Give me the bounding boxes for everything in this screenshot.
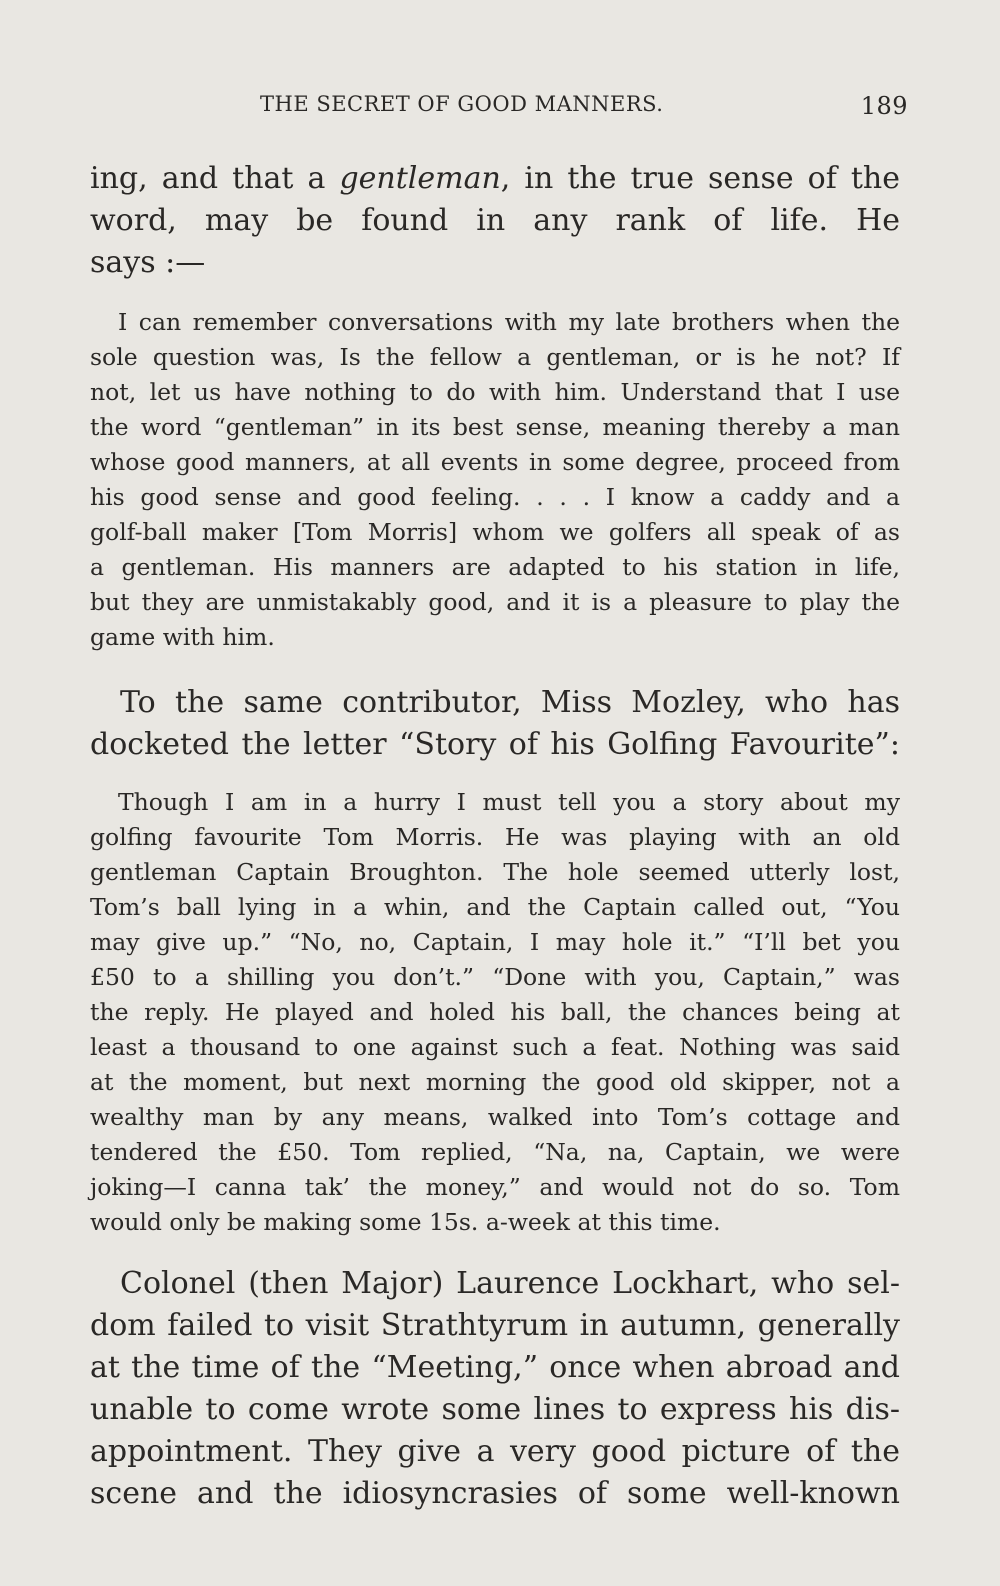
text-line: the word “gentleman” in its best sense, meaning thereby a man xyxy=(90,413,900,441)
text-line: would only be making some 15s. a-week at this time. xyxy=(90,1208,721,1236)
text-line: whose good manners, at all events in some degree, proceed from xyxy=(90,448,900,476)
text-line: at the moment, but next morning the good old skipper, not a xyxy=(90,1068,900,1096)
text-line: Though I am in a hurry I must tell you a story about my xyxy=(118,788,900,816)
text-line: least a thousand to one against such a feat. Nothing was said xyxy=(90,1033,900,1061)
quotation-golfing-favourite xyxy=(90,785,900,1240)
text-line: says :— xyxy=(90,245,206,280)
text-line: wealthy man by any means, walked into Tom’s cottage and xyxy=(90,1103,900,1131)
text-line: a gentleman. His manners are adapted to his station in life, xyxy=(90,553,900,581)
text-line: joking—I canna tak’ the money,” and would not do so. Tom xyxy=(90,1173,900,1201)
italic-gentleman: gentleman xyxy=(339,161,501,196)
text-line: sole question was, Is the fellow a gentleman, or is he not? If xyxy=(90,343,900,371)
text-line: word, may be found in any rank of life. He xyxy=(90,203,900,238)
text-line: not, let us have nothing to do with him. Understand that I use xyxy=(90,378,900,406)
page-number: 189 xyxy=(860,92,908,120)
text-line: Tom’s ball lying in a whin, and the Captain called out, “You xyxy=(90,893,900,921)
text-line: ing, and that a gentleman, in the true sense of the xyxy=(90,161,900,196)
text-line: £50 to a shilling you don’t.” “Done with you, Captain,” was xyxy=(90,963,900,991)
text-line: unable to come wrote some lines to express his dis- xyxy=(90,1392,900,1427)
paragraph-intro xyxy=(90,158,900,284)
text-line: at the time of the “Meeting,” once when abroad and xyxy=(90,1350,900,1385)
text-line: may give up.” “No, no, Captain, I may hole it.” “I’ll bet you xyxy=(90,928,900,956)
text-line: his good sense and good feeling. . . . I know a caddy and a xyxy=(90,483,900,511)
text-line: but they are unmistakably good, and it is a pleasure to play the xyxy=(90,588,900,616)
text-line: dom failed to visit Strathtyrum in autumn, generally xyxy=(90,1308,900,1343)
text-line: scene and the idiosyncrasies of some well-known xyxy=(90,1476,900,1511)
text-line: docketed the letter “Story of his Golfing Favourite”: xyxy=(90,727,900,762)
text-line: To the same contributor, Miss Mozley, who has xyxy=(120,685,900,720)
paragraph-colonel-lockhart xyxy=(90,1263,900,1515)
text-line: the reply. He played and holed his ball, the chances being at xyxy=(90,998,900,1026)
text-line: I can remember conversations with my late brothers when the xyxy=(118,308,900,336)
paragraph-contributor xyxy=(90,682,900,766)
text-line: appointment. They give a very good picture of the xyxy=(90,1434,900,1469)
running-head-title: THE SECRET OF GOOD MANNERS. xyxy=(260,92,664,116)
text-line: golfing favourite Tom Morris. He was playing with an old xyxy=(90,823,900,851)
text-line: Colonel (then Major) Laurence Lockhart, who sel- xyxy=(120,1266,900,1301)
text-line: tendered the £50. Tom replied, “Na, na, Captain, we were xyxy=(90,1138,900,1166)
quotation-gentleman xyxy=(90,305,900,655)
text-line: golf-ball maker [Tom Morris] whom we golfers all speak of as xyxy=(90,518,900,546)
text-line: gentleman Captain Broughton. The hole seemed utterly lost, xyxy=(90,858,900,886)
text-line: game with him. xyxy=(90,623,275,651)
